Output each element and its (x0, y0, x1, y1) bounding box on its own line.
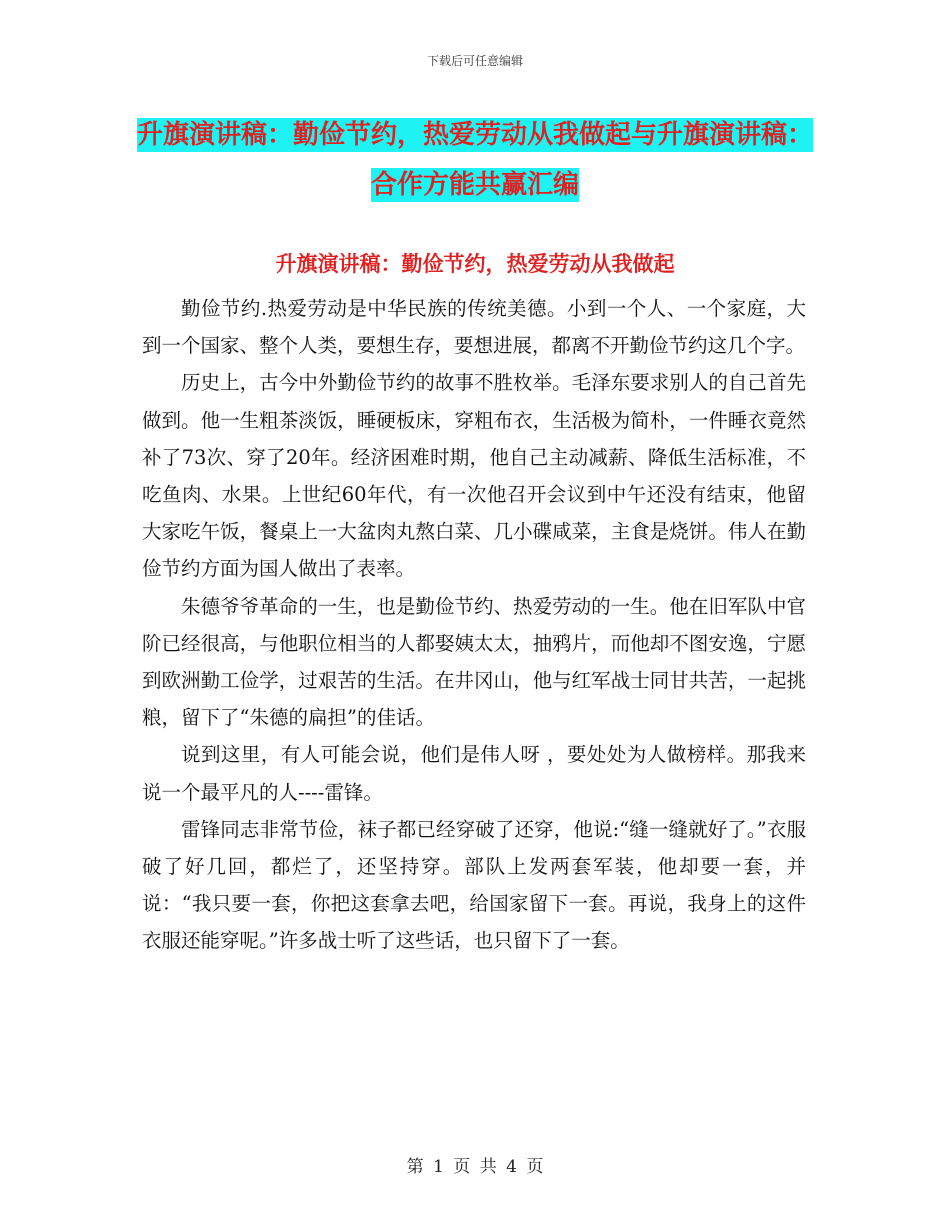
page-number: 第 1 页 共 4 页 (406, 1157, 544, 1177)
paragraph: 朱德爷爷革命的一生，也是勤俭节约、热爱劳动的一生。他在旧军队中官阶已经很高，与他职位相当的人都娶姨太太，抽鸦片，而他却不图安逸，宁愿到欧洲勤工俭学，过艰苦的生活。在井冈山，他与红军战士同甘共苦，一起挑粮，留下了“朱德的扁担”的佳话。 (142, 594, 806, 730)
document-title (130, 110, 820, 210)
document-title-text: 升旗演讲稿：勤俭节约，热爱劳动从我做起与升旗演讲稿：合作方能共赢汇编 (136, 120, 813, 200)
paragraph: 勤俭节约.热爱劳动是中华民族的传统美德。小到一个人、一个家庭，大到一个国家、整个人类，要想生存，要想进展，都离不开勤俭节约这几个字。 (142, 297, 806, 358)
paragraph: 说到这里，有人可能会说，他们是伟人呀 ，要处处为人做榜样。那我来说一个最平凡的人----雷锋。 (142, 743, 806, 804)
section-title: 升旗演讲稿：勤俭节约，热爱劳动从我做起 (275, 252, 675, 276)
paragraph: 历史上，古今中外勤俭节约的故事不胜枚举。毛泽东要求别人的自己首先做到。他一生粗茶淡饭，睡硬板床，穿粗布衣，生活极为简朴，一件睡衣竟然补了73次、穿了20年。经济困难时期，他自己主动减薪、降低生活标准，不吃鱼肉、水果。上世纪60年代，有一次他召开会议到中午还没有结束，他留大家吃午饭，餐桌上一大盆肉丸熬白菜、几小碟咸菜，主食是烧饼。伟人在勤俭节约方面为国人做出了表率。 (142, 371, 806, 581)
body-text (142, 290, 806, 960)
paragraph: 雷锋同志非常节俭，袜子都已经穿破了还穿，他说:“缝一缝就好了。”衣服破了好几回，都烂了，还坚持穿。部队上发两套军装，他却要一套，并说：“我只要一套，你把这套拿去吧，给国家留下一套。再说，我身上的这件衣服还能穿呢。”许多战士听了这些话，也只留下了一套。 (142, 817, 806, 953)
page-header-note: 下载后可任意编辑 (426, 54, 523, 68)
